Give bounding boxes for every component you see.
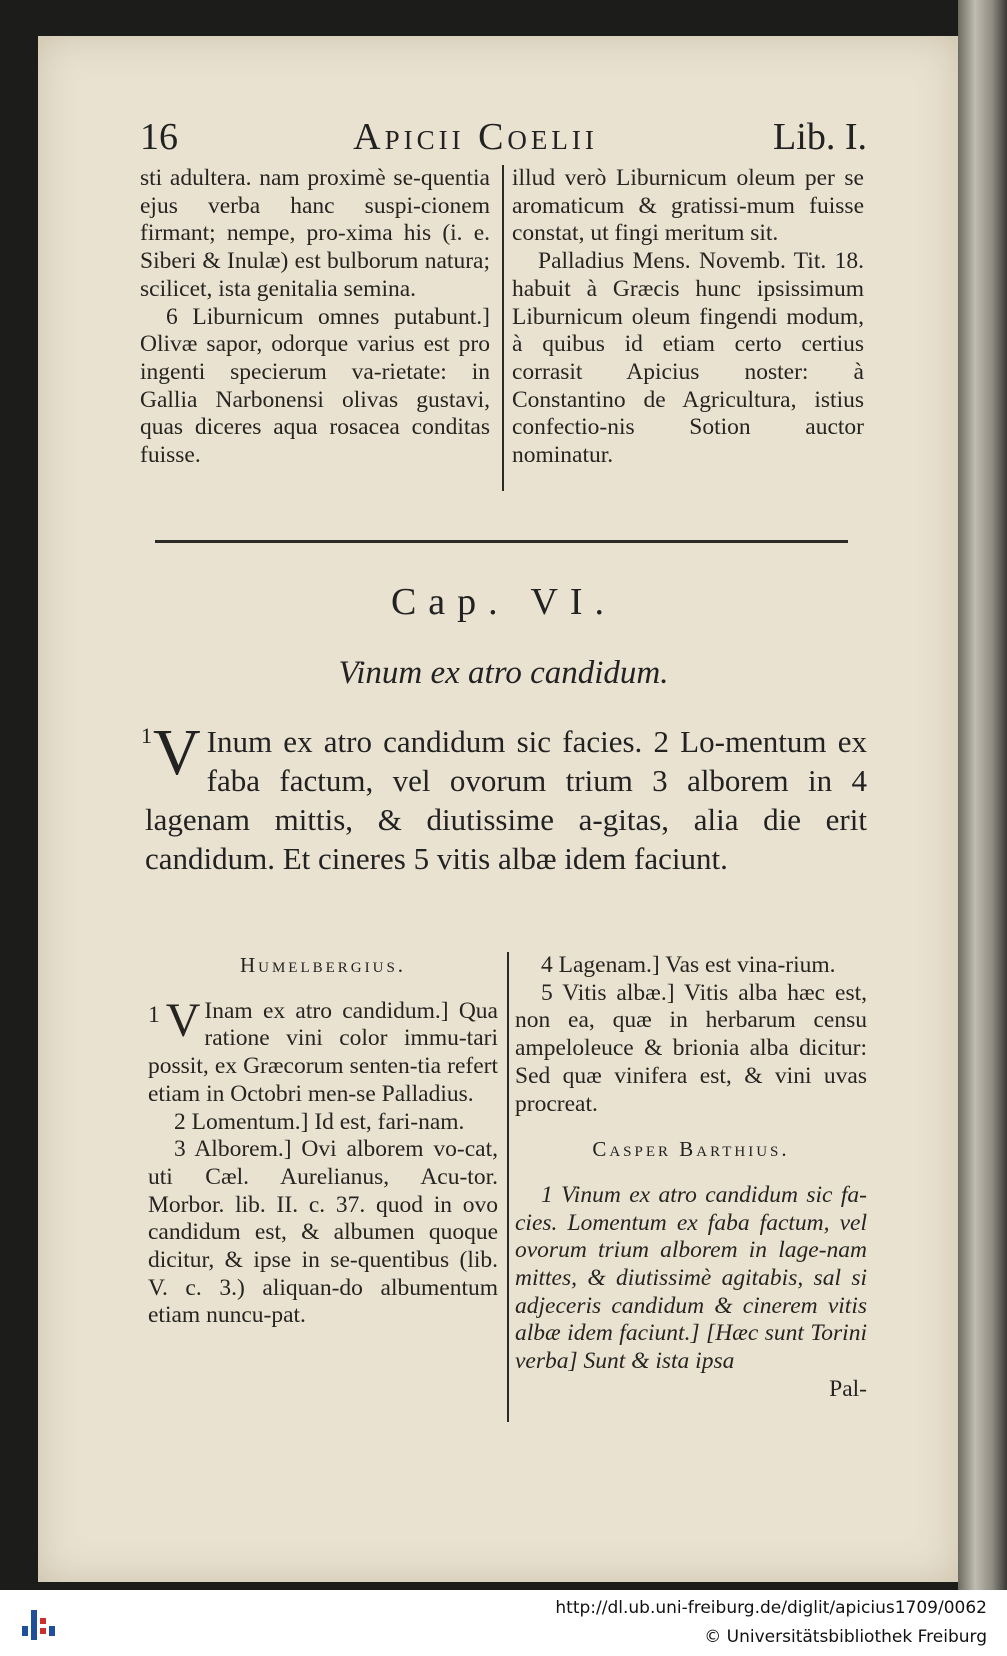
viewer-footer: [0, 1590, 1007, 1656]
note-marker: 1: [148, 1001, 160, 1028]
book-binding-edge: [958, 0, 1007, 1590]
library-logo-icon: [18, 1602, 62, 1646]
note-paragraph: 6 Liburnicum omnes putabunt.] Olivæ sapor, odorque varius est pro ingenti specierum va-rietate: in Gallia Narbonensi olivas gustavi, quas diceres aqua rosacea conditas fuisse.: [140, 303, 490, 469]
note-paragraph: illud verò Liburnicum oleum per se aromaticum & gratissi-mum fuisse constat, ut fingi meritum sit.: [512, 165, 864, 247]
section-divider: [155, 540, 848, 543]
note-paragraph: Palladius Mens. Novemb. Tit. 18. habuit à Græcis hunc ipsissimum Liburnicum oleum fingendi modum, à quibus id etiam certo certius corrasit Apicius noster: à Constantino de Agricultura, istius confectio-nis Sotion auctor nominatur.: [512, 248, 864, 469]
chapter-subtitle: Vinum ex atro candidum.: [338, 655, 669, 691]
commentator-heading: Casper Barthius.: [592, 1137, 790, 1162]
top-left-column: [140, 165, 490, 470]
commentator-heading: Humelbergius.: [239, 953, 407, 977]
column-divider: [502, 165, 504, 491]
verse-marker: 1: [141, 723, 152, 748]
column-divider: [507, 952, 509, 1422]
permalink[interactable]: http://dl.ub.uni-freiburg.de/diglit/apicius1709/0062: [555, 1598, 987, 1618]
running-title: Apicii Coelii: [353, 116, 598, 158]
note-paragraph: 2 Lomentum.] Id est, fari-nam.: [174, 1108, 465, 1135]
running-header: [140, 115, 867, 161]
chapter-heading: Cap. VI.: [390, 581, 617, 623]
note-paragraph: 3 Alborem.] Ovi alborem vo-cat, uti Cæl. Aurelianus, Acu-tor. Morbor. lib. II. c. 37. quod in ovo candidum est, & albumen quoque dicitur, & ipse in se-quentibus (lib. V. c. 3.) aliquan-do albumentum etiam nuncu-pat.: [148, 1136, 498, 1329]
note-paragraph: 5 Vitis albæ.] Vitis alba hæc est, non ea, quæ in herbarum censu ampeloleuce & brionia alba dicitur: Sed quæ vinifera est, & vini uvas procreat.: [515, 979, 867, 1117]
humelbergius-column: [148, 952, 498, 1330]
catchword: Pal-: [829, 1375, 867, 1402]
note-paragraph: 4 Lagenam.] Vas est vina-rium.: [541, 952, 836, 978]
top-right-column: [512, 165, 864, 470]
note-text: Inam ex atro candidum.] Qua ratione vini color immu-tari possit, ex Græcorum senten-tia refert etiam in Octobri men-se Palladius.: [148, 997, 498, 1107]
note-paragraph: 1 Vinum ex atro candidum sic fa-cies. Lomentum ex faba factum, vel ovorum trium alborem in lage-nam mittes, & diutissimè agitabis, sal si adjeceris candidum & cinerem vitis albæ idem faciunt.] [Hæc sunt Torini verba] Sunt & ista ipsa: [515, 1181, 867, 1375]
note-paragraph: [148, 993, 498, 1109]
page-number: 16: [140, 116, 178, 158]
recipe-body: Inum ex atro candidum sic facies. 2 Lo-mentum ex faba factum, vel ovorum trium 3 alborem in 4 lagenam mittis, & diutissime a-gitas, alia die erit candidum. Et cineres 5 vitis albæ idem faciunt.: [145, 724, 867, 876]
note-paragraph: sti adultera. nam proximè se-quentia ejus verba hanc suspi-cionem firmant; nempe, pro-xima his (i. e. Siberi & Inulæ) est bulborum natura; scilicet, ista genitalia semina.: [140, 165, 490, 302]
copyright-notice: © Universitätsbibliothek Freiburg: [704, 1627, 987, 1647]
drop-capital: V: [165, 993, 201, 1047]
drop-capital: V: [153, 716, 201, 789]
book-number: Lib. I.: [773, 116, 867, 158]
recipe-text: [141, 716, 867, 878]
barthius-column: [515, 952, 867, 1404]
